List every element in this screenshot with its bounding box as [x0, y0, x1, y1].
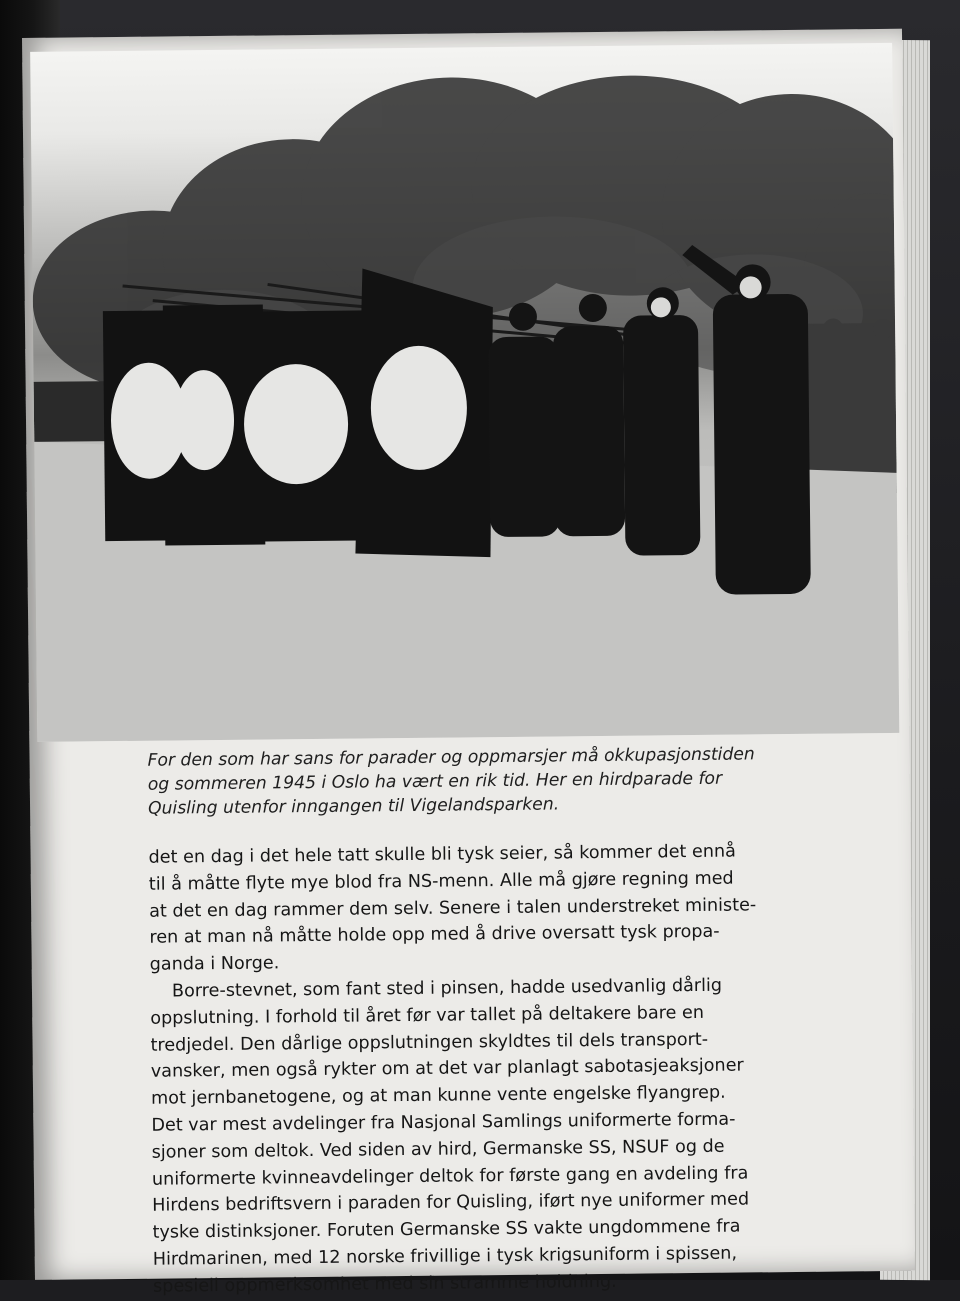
body-line: uniformerte kvinneavdelinger deltok for første gang en avdeling fra	[151, 1163, 749, 1190]
body-line: sjoner som deltok. Ved siden av hird, Germanske SS, NSUF og de	[151, 1136, 725, 1163]
body-line: Hirdens bedriftsvern i paraden for Quisling, iført nye uniformer med	[152, 1189, 750, 1217]
body-line: vansker, men også rykter om at det var planlagt sabotasjeaksjoner	[150, 1055, 744, 1083]
body-line: Det var mest avdelinger fra Nasjonal Samlings uniformerte forma-	[151, 1109, 736, 1136]
photo-caption	[147, 741, 888, 821]
caption-line: Quisling utenfor inngangen til Vigelandsparken.	[147, 794, 560, 819]
body-line: tyske distinksjoner. Foruten Germanske SS vakte ungdommene fra	[152, 1216, 741, 1243]
hird-parade-photo	[30, 43, 899, 742]
book-page	[22, 29, 915, 1297]
body-line: det en dag i det hele tatt skulle bli tysk seier, så kommer det ennå	[148, 841, 737, 868]
body-line: tredjedel. Den dårlige oppslutningen skyldtes til dels transport-	[150, 1029, 709, 1056]
body-line: at det en dag rammer dem selv. Senere i talen understreket ministe-	[149, 894, 757, 922]
caption-line: og sommeren 1945 i Oslo ha vært en rik tid. Her en hirdparade for	[147, 768, 723, 795]
body-line: Hirdmarinen, med 12 norske frivillige i tysk krigsuniform i spissen,	[152, 1243, 738, 1270]
body-line: oppslutning. I forhold til året før var tallet på deltakere bare en	[150, 1002, 705, 1029]
body-line: spesiell oppmerksomhet med sin stramme holdning.	[152, 1271, 617, 1297]
body-line: mot jernbanetogene, og at man kunne vente engelske flyangrep.	[151, 1082, 726, 1109]
body-line: ganda i Norge.	[149, 953, 280, 975]
body-text	[148, 837, 893, 1300]
body-line: ren at man nå måtte holde opp med å drive oversatt tysk propa-	[149, 922, 720, 949]
photo-illustration	[30, 43, 899, 742]
body-line: til å måtte flyte mye blod fra NS-menn. Alle må gjøre regning med	[148, 868, 734, 895]
caption-line: For den som har sans for parader og oppmarsjer må okkupasjonstiden	[147, 744, 755, 771]
body-line: Borre-stevnet, som fant sted i pinsen, hadde usedvanlig dårlig	[171, 975, 723, 1002]
